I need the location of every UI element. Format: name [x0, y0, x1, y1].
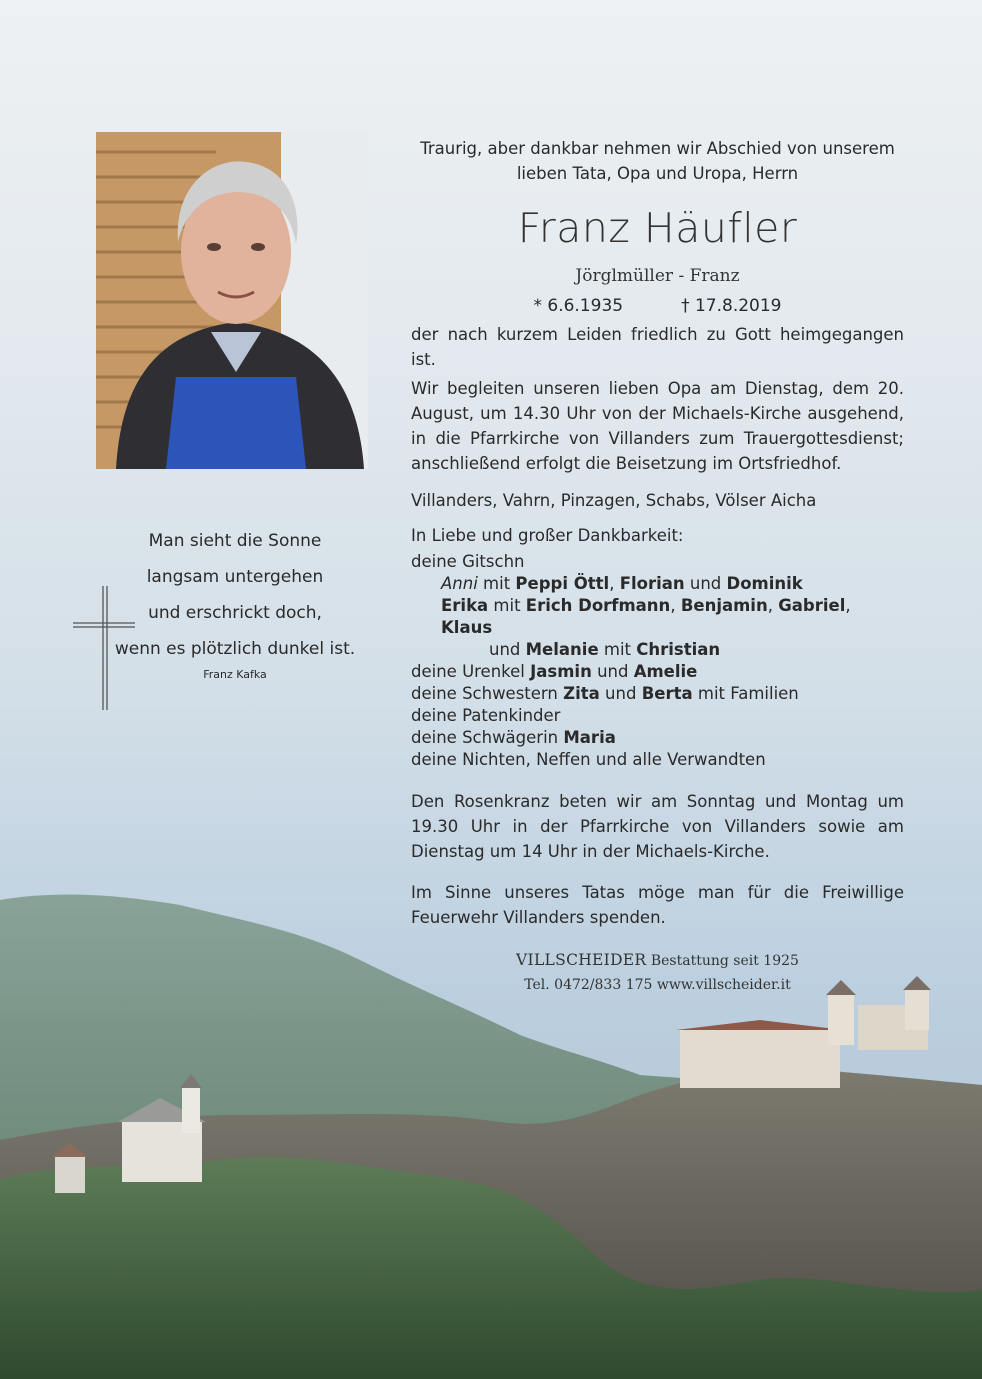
memorial-quote: [100, 528, 370, 681]
quote-line: wenn es plötzlich dunkel ist.: [114, 639, 356, 659]
life-dates: [411, 296, 904, 316]
quote-line: und erschrickt doch,: [148, 603, 322, 623]
family-name: Anni: [441, 574, 478, 593]
donation-info: Im Sinne unseres Tatas möge man für die Freiwillige Feuerwehr Villanders spenden.: [411, 883, 904, 927]
quote-author: Franz Kafka: [203, 668, 267, 681]
undertaker-tagline: Bestattung seit 1925: [646, 953, 799, 969]
family-name: Amelie: [633, 662, 698, 681]
family-name: Berta: [641, 684, 693, 703]
family-text: deine Schwestern: [411, 684, 564, 703]
family-name: Zita: [563, 684, 600, 703]
family-name: Melanie: [525, 640, 599, 659]
family-text: mit: [488, 596, 526, 615]
family-row: [411, 683, 904, 705]
family-name: Gabriel: [778, 596, 846, 615]
family-name: Peppi Öttl: [515, 574, 610, 593]
family-row: [411, 661, 904, 683]
family-text: und: [591, 662, 634, 681]
family-text: mit: [477, 574, 516, 593]
family-name: Erika: [441, 596, 489, 615]
family-text: deine Urenkel: [411, 662, 531, 681]
undertaker-info: [411, 948, 904, 997]
obituary-text: [411, 136, 904, 997]
family-name: Dominik: [726, 574, 803, 593]
family-name: Jasmin: [530, 662, 592, 681]
portrait-photo: [96, 132, 368, 469]
family-name: Erich Dorfmann: [525, 596, 671, 615]
family-name: Christian: [636, 640, 721, 659]
family-row: [411, 573, 904, 595]
undertaker-contact: Tel. 0472/833 175 www.villscheider.it: [524, 977, 791, 993]
deceased-nickname: Jörglmüller - Franz: [575, 266, 740, 286]
family-text: und: [684, 574, 727, 593]
family-text: ,: [609, 574, 620, 593]
family-heading: In Liebe und großer Dankbarkeit:: [411, 526, 684, 545]
birth-date: * 6.6.1935: [533, 296, 624, 316]
family-name: Klaus: [441, 618, 493, 637]
family-text: mit: [598, 640, 637, 659]
family-row: deine Gitschn: [411, 552, 525, 571]
undertaker-name: VILLSCHEIDER: [516, 951, 647, 969]
death-date: † 17.8.2019: [681, 296, 782, 316]
intro-line: Traurig, aber dankbar nehmen wir Abschied von unserem: [420, 139, 895, 158]
family-text: und: [489, 640, 526, 659]
family-row: [411, 595, 904, 639]
family-row: [411, 727, 904, 749]
family-text: mit Familien: [692, 684, 799, 703]
intro-line: lieben Tata, Opa und Uropa, Herrn: [516, 164, 799, 183]
intro-text: [411, 136, 904, 186]
family-name: Florian: [619, 574, 685, 593]
family-text: deine Schwägerin: [411, 728, 564, 747]
family-name: Benjamin: [680, 596, 768, 615]
quote-line: Man sieht die Sonne: [148, 531, 322, 551]
family-list: [411, 525, 904, 771]
family-row: deine Patenkinder: [411, 706, 561, 725]
family-row: [411, 639, 904, 661]
quote-line: langsam untergehen: [146, 567, 324, 587]
family-name: Maria: [563, 728, 616, 747]
death-note: der nach kurzem Leiden friedlich zu Gott heimgegangen ist.: [411, 325, 904, 369]
places: Villanders, Vahrn, Pinzagen, Schabs, Völser Aicha: [411, 491, 817, 510]
family-text: ,: [767, 596, 779, 615]
family-text: und: [599, 684, 642, 703]
funeral-info: Wir begleiten unseren lieben Opa am Dienstag, dem 20. August, um 14.30 Uhr von der Michaels-Kirche ausgehend, in die Pfarrkirche von Villanders zum Trauergottesdienst; anschließend erfolgt die Beisetzung im Ortsfriedhof.: [411, 379, 904, 473]
deceased-name: Franz Häufler: [517, 204, 798, 252]
family-text: ,: [670, 596, 681, 615]
rosary-info: Den Rosenkranz beten wir am Sonntag und Montag um 19.30 Uhr in der Pfarrkirche von Villanders sowie am Dienstag um 14 Uhr in der Michaels-Kirche.: [411, 792, 904, 861]
family-text: ,: [845, 596, 851, 615]
family-row: deine Nichten, Neffen und alle Verwandten: [411, 750, 766, 769]
